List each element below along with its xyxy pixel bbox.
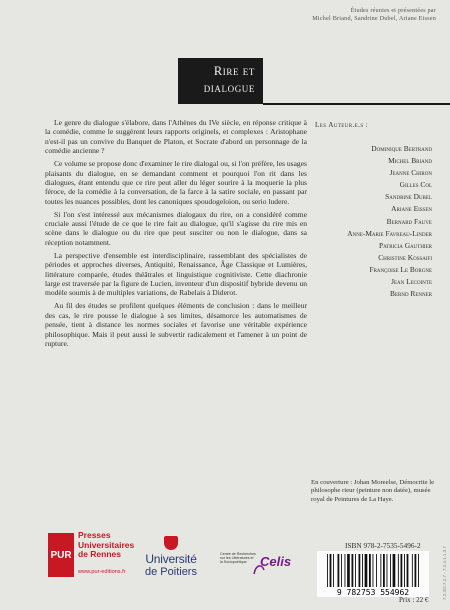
pur-name-line: Universitaires [78, 539, 135, 550]
author-name: Jean Lecointe [391, 277, 432, 287]
title-line-2: dialogue [203, 81, 255, 95]
barcode-digits: 9 782753 554962 [336, 588, 410, 597]
blurb-paragraph: Si l'on s'est intéressé aux mécanismes dialogaux du rire, on a considéré comme cruciale aussi l'étude de ce que le rire fait au dialogue, qu'il s'agisse du rire mis en scène dans le dialogue ou du rire que peut susciter ou non le dialogue, dans sa réception notamment. [45, 209, 307, 247]
editors-credit [186, 7, 436, 23]
author-name: Dominique Bertrand [371, 144, 432, 153]
blurb-paragraph: Au fil des études se profilent quelques éléments de conclusion : dans le meilleur des cas, le rire pousse le dialogue à ses limites, désamorce les automatismes de pensée, tient à distance les normes sociales et favorise une véritable expérience philosophique. Mais il peut aussi le subvertir radicalement et l'amener à un point de rupture. [45, 301, 307, 348]
print-code: 7.2.4/2.7.2.7 - 7.2.4.1.1.3.7 [442, 545, 447, 600]
authors-heading: Les Auteur.e.s : [315, 121, 369, 129]
editors-credit-line-2: Michel Briand, Sandrine Dubel, Ariane Eissen [312, 15, 436, 22]
author-name: Gilles Col [399, 180, 432, 190]
isbn-label: ISBN 978-2-7535-5496-2 [345, 541, 421, 550]
author-name: Françoise Le Borgne [369, 264, 432, 274]
author-name: Michel Briand [388, 156, 432, 166]
blurb-paragraph: Ce volume se propose donc d'examiner le rire dialogal ou, si l'on préfère, les usages plaisants du dialogue, en se demandant comment et pourquoi l'on rit dans les dialogues, étant entendu que ce rire peut aller du léger sourire à la moquerie la plus féroce, de la comédie à la conversation, de la farce à la satire sociale, en passant par toutes les nuances possibles, dont les canoniques spoudogeloion, ou serio ludere. [45, 159, 307, 206]
pur-website: www.pur-editions.fr [78, 569, 126, 575]
blurb-paragraph: La perspective d'ensemble est interdisciplinaire, rassemblant des spécialistes de périodes et approches diverses, Antiquité, Renaissance, Âge Classique et Lumières, littérature comparée, études théâtrales et linguistique cognitiviste. Cette diachronie large est traversée par la figure de Lucien, inventeur d'un dispositif hybride devenu un modèle soumis à de multiples variations, de Rabelais à Diderot. [45, 250, 307, 298]
poitiers-logo [134, 534, 208, 590]
author-name: Bernd Renner [390, 289, 432, 299]
author-name: Patricia Gauthier [379, 240, 432, 250]
poitiers-name-1: Université [145, 552, 197, 566]
celis-logo [220, 552, 310, 582]
author-name: Ariane Eissen [391, 204, 432, 214]
title-block [178, 58, 263, 104]
author-name: Jeanne Chiron [389, 168, 432, 178]
pur-mark-icon: PUR [48, 533, 74, 577]
price-label: Prix : 22 € [399, 596, 429, 604]
blurb-paragraph: Le genre du dialogue s'élabore, dans l'Athènes du IVe siècle, en réponse critique à la comédie, comme le suggèrent leurs rapports originels, et complexes : Aristophane n'est-il pas un convive du Banquet de Platon, et Socrate d'abord un personnage de la comédie ancienne ? [45, 118, 307, 156]
author-name: Christine Kossaifi [378, 252, 432, 262]
authors-list [292, 143, 432, 300]
pur-name-line: de Rennes [78, 549, 121, 560]
title-line-1: Rire et [213, 64, 255, 78]
author-name: Bernard Fauve [386, 216, 432, 226]
blurb-text [45, 118, 307, 352]
editors-credit-line-1: Études réunies et présentées par [350, 7, 436, 14]
celis-subtitle: Centre de Recherches sur les Littératures et la Sociopoétique [220, 552, 256, 565]
pur-name [78, 531, 134, 560]
title-rule [263, 103, 450, 105]
author-name: Anne-Marie Favreau-Linder [347, 228, 432, 238]
author-name: Sandrine Dubel [385, 192, 432, 202]
barcode-icon [317, 551, 429, 597]
pur-logo [48, 527, 148, 587]
celis-brand: Celis [260, 554, 292, 569]
poitiers-name-2: de Poitiers [145, 566, 197, 578]
barcode [317, 551, 429, 597]
crest-icon [164, 536, 178, 550]
cover-credit: En couverture : Johan Moreelse, Démocrite le philosophe rieur (peinture non datée), musée royal de Peintures de La Haye. [311, 479, 435, 503]
pur-name-line: Presses [78, 530, 111, 540]
